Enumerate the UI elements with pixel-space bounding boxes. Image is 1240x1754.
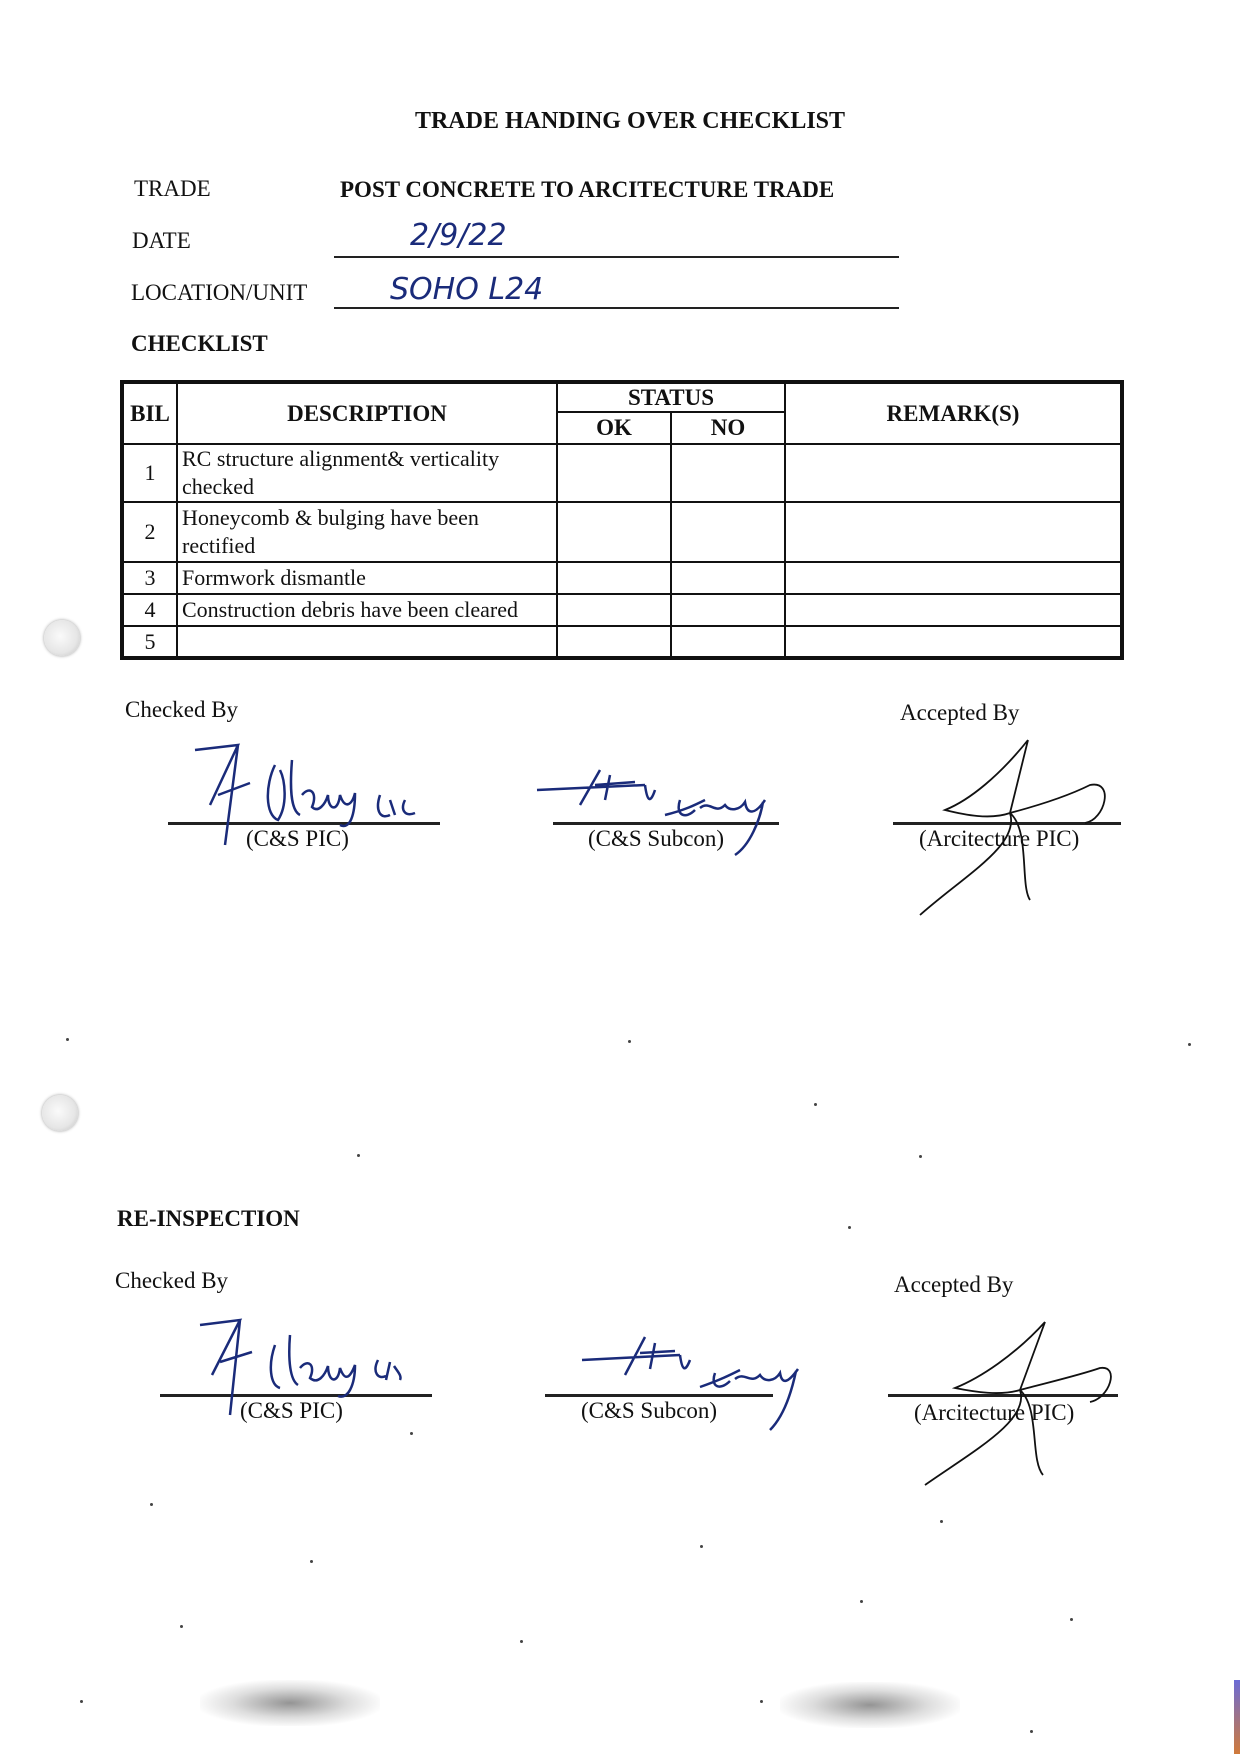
row-ok[interactable] [557,562,671,594]
row-ok[interactable] [557,626,671,658]
table-row [122,626,1122,658]
reinspection-cs-pic-signature [190,1300,440,1430]
checklist-table [120,380,1124,660]
table-row [122,502,1122,562]
scan-speck [919,1155,922,1158]
row-ok[interactable] [557,444,671,502]
row-remarks[interactable] [785,502,1122,562]
scan-speck [1030,1730,1033,1733]
row-description: RC structure alignment& verticality checked [177,444,557,502]
row-bil: 5 [122,626,177,658]
scan-smudge [200,1680,380,1726]
row-bil: 1 [122,444,177,502]
row-bil: 2 [122,502,177,562]
row-description: Formwork dismantle [177,562,557,594]
document-title: TRADE HANDING OVER CHECKLIST [414,108,846,134]
row-ok[interactable] [557,594,671,626]
reinspection-arch-pic-signature [885,1320,1125,1490]
binder-hole [42,1095,78,1131]
scan-speck [1070,1618,1073,1621]
reinspection-cs-subcon-signature [580,1325,820,1435]
accepted-by-label: Accepted By [900,700,1020,725]
reinspection-cs-pic-caption: (C&S PIC) [240,1398,343,1423]
row-remarks[interactable] [785,562,1122,594]
scan-speck [848,1226,851,1229]
scan-speck [357,1154,360,1157]
date-label: DATE [132,228,191,253]
header-description: DESCRIPTION [177,382,557,444]
scan-speck [860,1600,863,1603]
cs-subcon-caption: (C&S Subcon) [588,826,725,851]
header-no: NO [671,412,785,444]
row-description: Honeycomb & bulging have been rectified [177,502,557,562]
scan-speck [520,1640,523,1643]
scan-speck [150,1503,153,1506]
cs-pic-signature [190,725,440,855]
trade-label: TRADE [134,176,211,201]
reinspection-accepted-by-label: Accepted By [894,1272,1014,1297]
row-no[interactable] [671,594,785,626]
trade-value: POST CONCRETE TO ARCITECTURE TRADE [340,177,835,202]
scan-speck [80,1700,83,1703]
scan-speck [940,1520,943,1523]
header-status: STATUS [557,382,785,412]
row-no[interactable] [671,626,785,658]
scan-smudge [780,1682,960,1728]
header-bil: BIL [122,382,177,444]
row-bil: 4 [122,594,177,626]
header-ok: OK [557,412,671,444]
row-remarks[interactable] [785,626,1122,658]
row-ok[interactable] [557,502,671,562]
row-description: Construction debris have been cleared [182,597,518,622]
scan-speck [814,1103,817,1106]
arch-pic-signature [890,735,1130,915]
table-row [122,444,1122,502]
date-line [334,256,899,258]
checked-by-label: Checked By [125,697,239,722]
scan-speck [66,1038,69,1041]
location-line [334,307,899,309]
location-value: SOHO L24 [390,272,544,307]
row-no[interactable] [671,502,785,562]
scan-speck [628,1040,631,1043]
table-row [122,562,1122,594]
row-description [177,626,557,658]
scan-speck [180,1625,183,1628]
scan-edge-strip [1234,1680,1240,1754]
reinspection-checked-by-label: Checked By [115,1268,229,1293]
scan-speck [1188,1043,1191,1046]
binder-hole [44,620,80,656]
checklist-heading: CHECKLIST [131,331,268,356]
row-no[interactable] [671,444,785,502]
row-bil: 3 [122,562,177,594]
cs-subcon-signature [535,760,795,860]
date-value: 2/9/22 [410,218,507,253]
table-row [122,594,1122,626]
row-remarks[interactable] [785,444,1122,502]
reinspection-arch-pic-caption: (Arcitecture PIC) [914,1400,1075,1425]
arch-pic-caption: (Arcitecture PIC) [919,826,1080,851]
location-label: LOCATION/UNIT [131,280,308,305]
cs-pic-caption: (C&S PIC) [246,826,349,851]
scan-speck [410,1432,413,1435]
header-remarks: REMARK(S) [785,382,1122,444]
row-remarks[interactable] [785,594,1122,626]
scan-speck [700,1545,703,1548]
row-no[interactable] [671,562,785,594]
scan-speck [310,1560,313,1563]
scan-speck [760,1700,763,1703]
reinspection-heading: RE-INSPECTION [117,1206,300,1231]
reinspection-cs-subcon-caption: (C&S Subcon) [581,1398,718,1423]
